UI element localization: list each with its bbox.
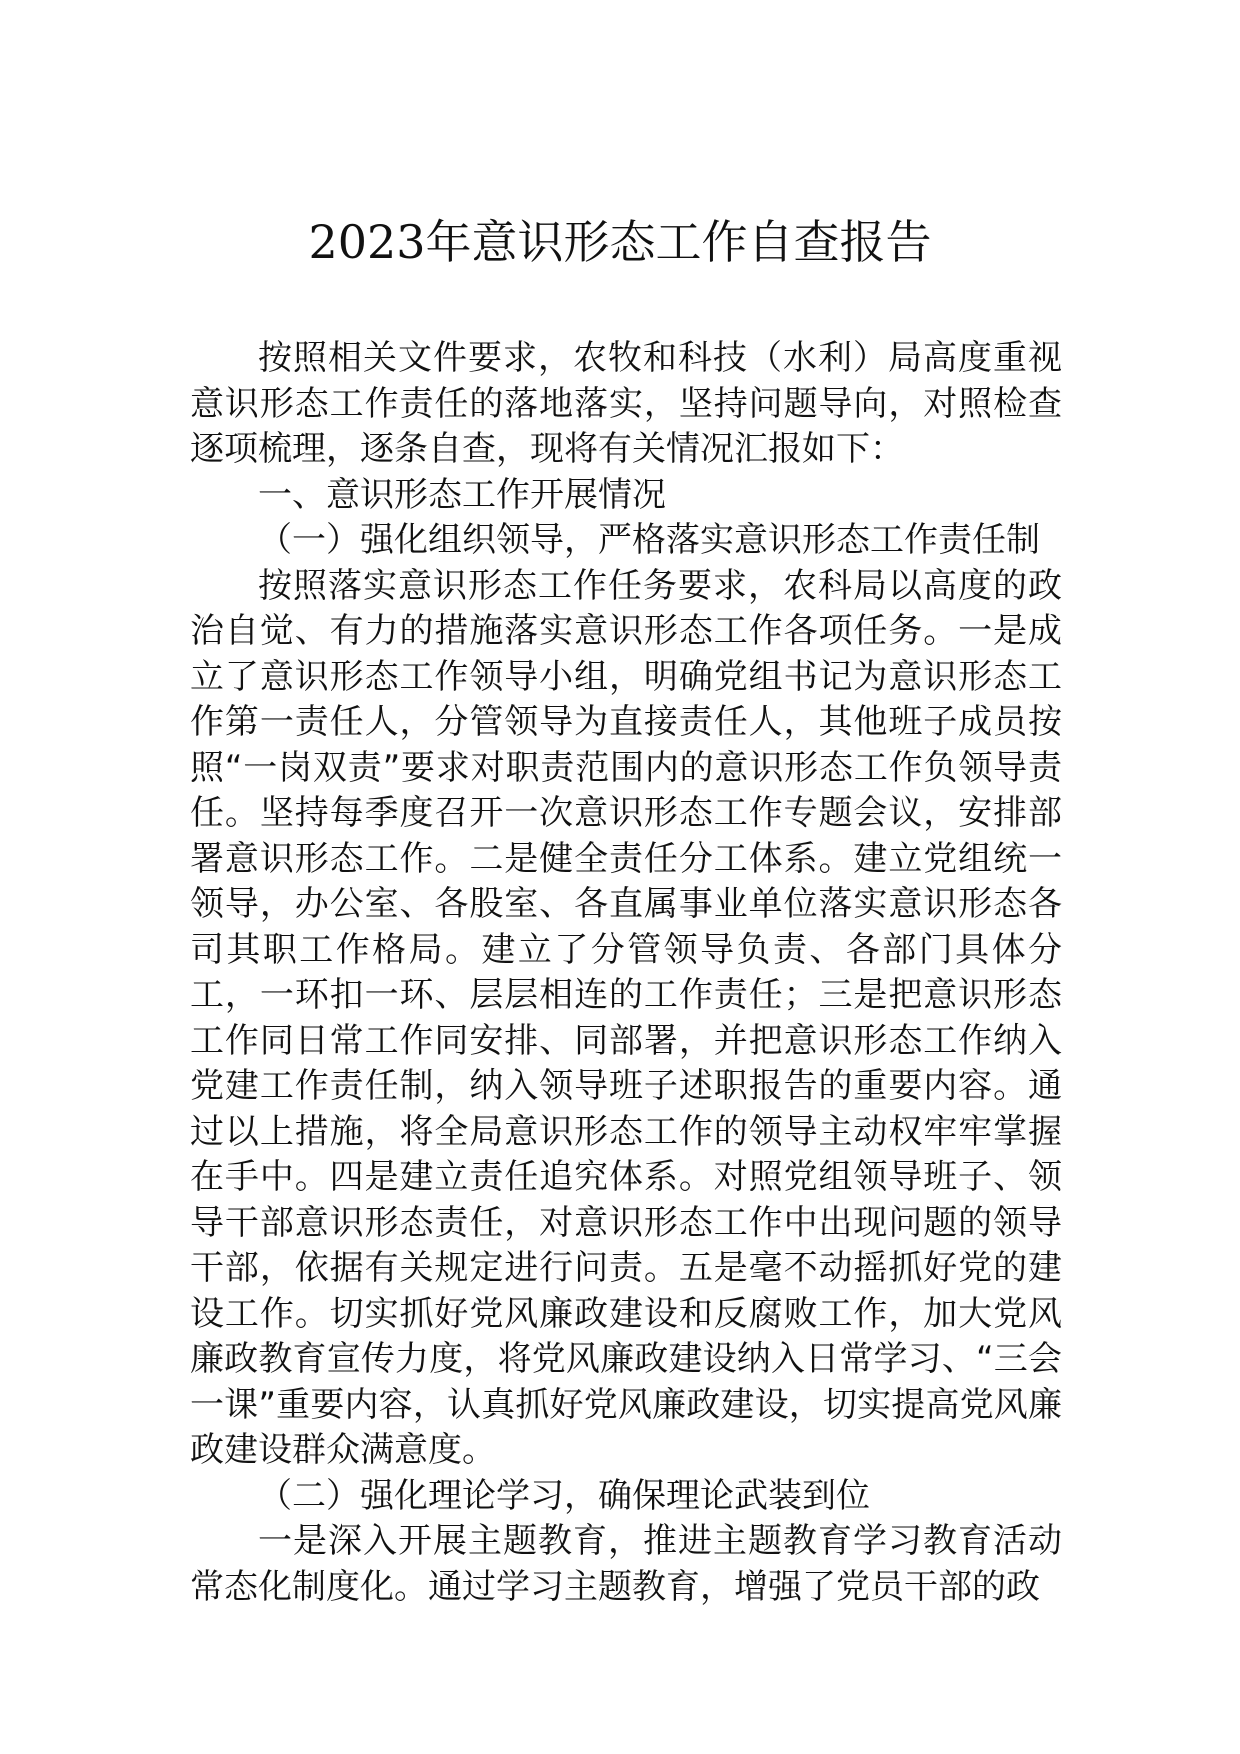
body-paragraph-1: 按照落实意识形态工作任务要求，农科局以高度的政治自觉、有力的措施落实意识形态工作各项任务。一是成立了意识形态工作领导小组，明确党组书记为意识形态工作第一责任人，分管领导为直接责任人，其他班子成员按照“一岗双责”要求对职责范围内的意识形态工作负领导责任。坚持每季度召开一次意识形态工作专题会议，安排部署意识形态工作。二是健全责任分工体系。建立党组统一领导，办公室、各股室、各直属事业单位落实意识形态各司其职工作格局。建立了分管领导负责、各部门具体分工，一环扣一环、层层相连的工作责任；三是把意识形态工作同日常工作同安排、同部署，并把意识形态工作纳入党建工作责任制，纳入领导班子述职报告的重要内容。通过以上措施，将全局意识形态工作的领导主动权牢牢掌握在手中。四是建立责任追究体系。对照党组领导班子、领导干部意识形态责任，对意识形态工作中出现问题的领导干部，依据有关规定进行问责。五是毫不动摇抓好党的建设工作。切实抓好党风廉政建设和反腐败工作，加大党风廉政教育宣传力度，将党风廉政建设纳入日常学习、“三会一课”重要内容，认真抓好党风廉政建设，切实提高党风廉政建设群众满意度。 bbox=[190, 565, 1062, 1470]
intro-paragraph: 按照相关文件要求，农牧和科技（水利）局高度重视意识形态工作责任的落地落实，坚持问题导向，对照检查逐项梳理，逐条自查，现将有关情况汇报如下： bbox=[190, 338, 1062, 469]
document-title: 2023年意识形态工作自查报告 bbox=[308, 215, 932, 269]
body-paragraph-2: 一是深入开展主题教育，推进主题教育学习教育活动常态化制度化。通过学习主题教育，增强了党员干部的政 bbox=[190, 1521, 1062, 1607]
subsection-heading-2: （二）强化理论学习，确保理论武装到位 bbox=[258, 1475, 870, 1516]
subsection-heading-1: （一）强化组织领导，严格落实意识形态工作责任制 bbox=[258, 520, 1040, 560]
document-body bbox=[190, 336, 1062, 1610]
section-heading-1: 一、意识形态工作开展情况 bbox=[258, 474, 666, 515]
